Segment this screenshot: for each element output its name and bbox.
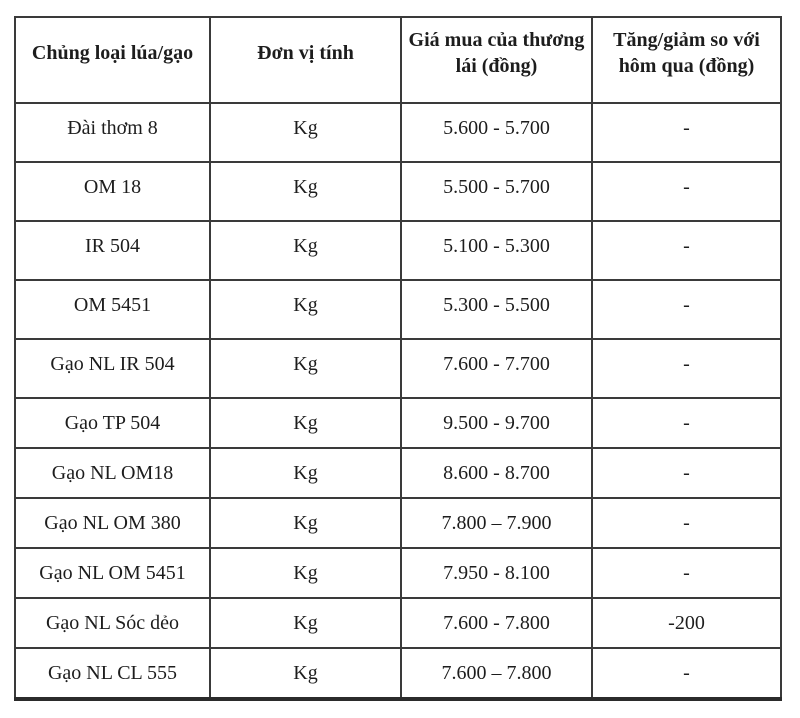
change-cell: - (592, 448, 781, 498)
change-cell: - (592, 280, 781, 339)
unit-cell: Kg (210, 221, 401, 280)
column-header-trader-buy-price: Giá mua của thương lái (đồng) (401, 17, 592, 103)
change-cell: - (592, 498, 781, 548)
unit-cell: Kg (210, 548, 401, 598)
rice-type-cell: IR 504 (15, 221, 210, 280)
price-range-cell: 5.600 - 5.700 (401, 103, 592, 162)
table-row (15, 498, 781, 548)
table-row (15, 162, 781, 221)
rice-type-cell: Gạo NL OM18 (15, 448, 210, 498)
price-range-cell: 8.600 - 8.700 (401, 448, 592, 498)
unit-cell: Kg (210, 398, 401, 448)
price-range-cell: 7.600 - 7.800 (401, 598, 592, 648)
price-range-cell: 7.600 - 7.700 (401, 339, 592, 398)
rice-type-cell: Gạo NL OM 5451 (15, 548, 210, 598)
unit-cell: Kg (210, 598, 401, 648)
change-cell: - (592, 162, 781, 221)
unit-cell: Kg (210, 498, 401, 548)
rice-type-cell: OM 18 (15, 162, 210, 221)
change-cell: - (592, 339, 781, 398)
price-range-cell: 5.500 - 5.700 (401, 162, 592, 221)
change-cell: - (592, 548, 781, 598)
price-range-cell: 7.800 – 7.900 (401, 498, 592, 548)
change-cell: - (592, 221, 781, 280)
table-row (15, 448, 781, 498)
rice-type-cell: OM 5451 (15, 280, 210, 339)
unit-cell: Kg (210, 648, 401, 699)
column-header-unit: Đơn vị tính (210, 17, 401, 103)
unit-cell: Kg (210, 448, 401, 498)
table-row (15, 221, 781, 280)
rice-type-cell: Gạo NL CL 555 (15, 648, 210, 699)
table-row (15, 548, 781, 598)
header-row (15, 17, 781, 103)
change-cell: - (592, 648, 781, 699)
column-header-change-vs-yesterday: Tăng/giảm so với hôm qua (đồng) (592, 17, 781, 103)
unit-cell: Kg (210, 162, 401, 221)
unit-cell: Kg (210, 339, 401, 398)
table-row (15, 103, 781, 162)
rice-type-cell: Đài thơm 8 (15, 103, 210, 162)
price-range-cell: 9.500 - 9.700 (401, 398, 592, 448)
table-row (15, 339, 781, 398)
change-cell: - (592, 103, 781, 162)
rice-price-table (14, 16, 782, 701)
price-range-cell: 5.100 - 5.300 (401, 221, 592, 280)
price-range-cell: 7.950 - 8.100 (401, 548, 592, 598)
unit-cell: Kg (210, 103, 401, 162)
rice-type-cell: Gạo NL Sóc dẻo (15, 598, 210, 648)
table-row (15, 648, 781, 699)
table-row (15, 280, 781, 339)
rice-type-cell: Gạo NL OM 380 (15, 498, 210, 548)
table-row (15, 598, 781, 648)
table-row (15, 398, 781, 448)
price-range-cell: 5.300 - 5.500 (401, 280, 592, 339)
price-range-cell: 7.600 – 7.800 (401, 648, 592, 699)
rice-type-cell: Gạo NL IR 504 (15, 339, 210, 398)
column-header-rice-type: Chủng loại lúa/gạo (15, 17, 210, 103)
change-cell: - (592, 398, 781, 448)
unit-cell: Kg (210, 280, 401, 339)
change-cell: -200 (592, 598, 781, 648)
rice-type-cell: Gạo TP 504 (15, 398, 210, 448)
